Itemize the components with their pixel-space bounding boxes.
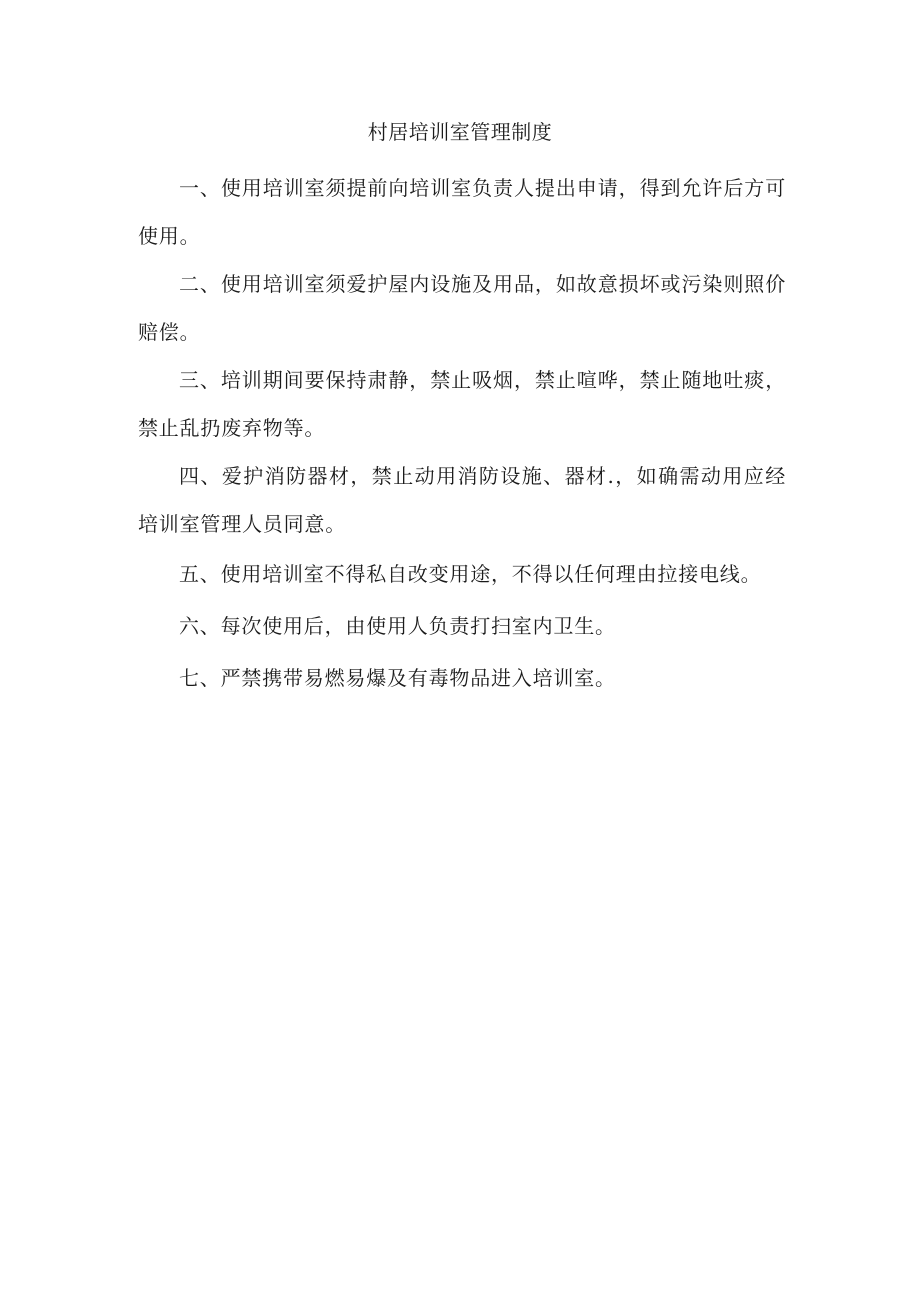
rule-item-1: 一、使用培训室须提前向培训室负责人提出申请，得到允许后方可使用。 [138,176,786,248]
rule-item-4: 四、爱护消防器材，禁止动用消防设施、器材.，如确需动用应经培训室管理人员同意。 [138,464,786,536]
document-title: 村居培训室管理制度 [367,120,553,144]
rule-item-2: 二、使用培训室须爱护屋内设施及用品，如故意损坏或污染则照价赔偿。 [138,272,786,344]
rule-item-3: 三、培训期间要保持肃静，禁止吸烟，禁止喧哗，禁止随地吐痰，禁止乱扔废弃物等。 [138,368,786,440]
rules-list [138,164,786,704]
rule-item-5: 五、使用培训室不得私自改变用途，不得以任何理由拉接电线。 [179,562,762,586]
rule-item-6: 六、每次使用后，由使用人负责打扫室内卫生。 [179,614,616,638]
rule-item-7: 七、严禁携带易燃易爆及有毒物品进入培训室。 [179,666,616,690]
